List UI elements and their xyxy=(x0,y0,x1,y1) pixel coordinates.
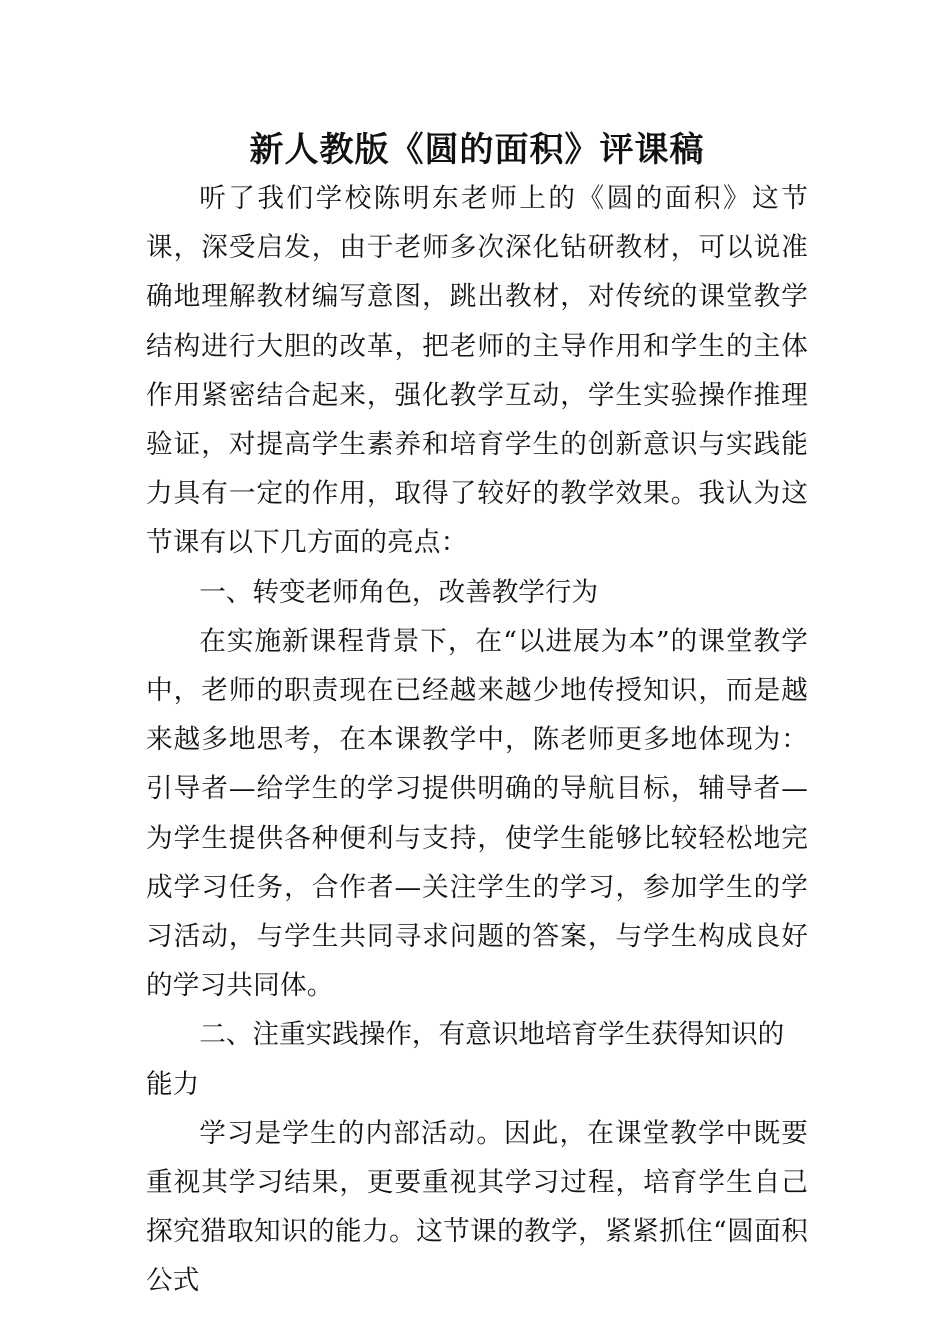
document-title: 新人教版《圆的面积》评课稿 xyxy=(249,130,705,170)
paragraph-section-2: 学习是学生的内部活动。因此，在课堂教学中既要重视其学习结果，更要重视其学习过程，培育学生自己探究猎取知识的能力。这节课的教学，紧紧抓住“圆面积公式 xyxy=(146,1117,808,1297)
paragraph-section-1: 在实施新课程背景下，在“以进展为本”的课堂教学中，老师的职责现在已经越来越少地传授知识，而是越来越多地思考，在本课教学中，陈老师更多地体现为：引导者—给学生的学习提供明确的导航目标，辅导者—为学生提供各种便利与支持，使学生能够比较轻松地完成学习任务，合作者—关注学生的学习，参加学生的学习活动，与学生共同寻求问题的答案，与学生构成良好的学习共同体。 xyxy=(146,625,808,1002)
section-heading-1: 一、转变老师角色，改善教学行为 xyxy=(199,576,599,608)
section-heading-2: 二、注重实践操作，有意识地培育学生获得知识的能力 xyxy=(146,1019,785,1100)
paragraph-intro: 听了我们学校陈明东老师上的《圆的面积》这节课，深受启发，由于老师多次深化钻研教材，可以说准确地理解教材编写意图，跳出教材，对传统的课堂教学结构进行大胆的改革，把老师的主导作用和学生的主体作用紧密结合起来，强化教学互动，学生实验操作推理验证，对提高学生素养和培育学生的创新意识与实践能力具有一定的作用，取得了较好的教学效果。我认为这节课有以下几方面的亮点： xyxy=(146,183,808,559)
document-body xyxy=(146,126,808,1306)
